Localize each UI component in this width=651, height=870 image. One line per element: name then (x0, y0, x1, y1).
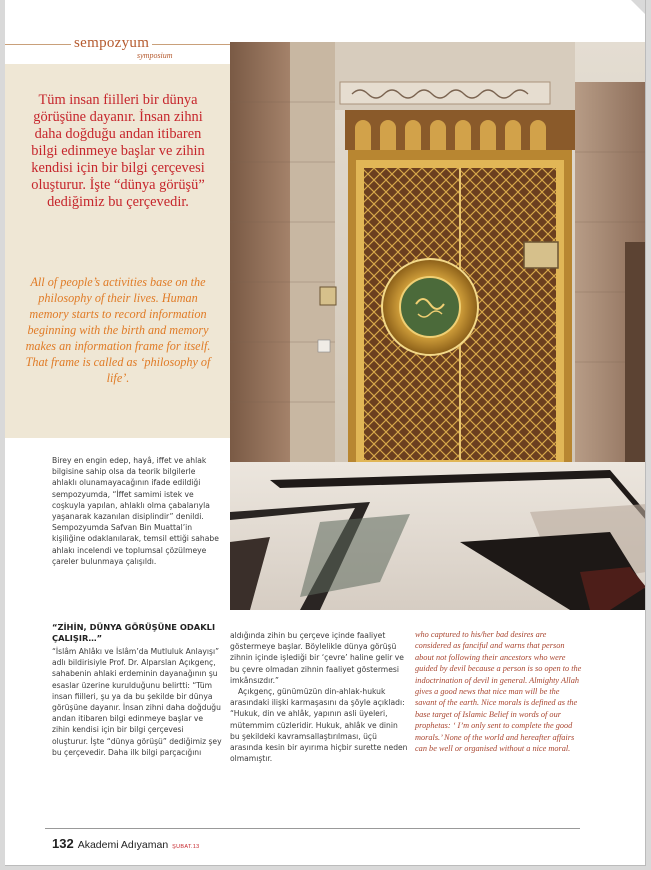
footer-rule (45, 828, 580, 829)
pull-quote-panel (5, 64, 230, 438)
magazine-name: Akademi Adıyaman (77, 839, 169, 851)
section-heading: “ZİHİN, DÜNYA GÖRÜŞÜNE ODAKLI ÇALIŞIR…” (52, 622, 216, 643)
column-3-english-text: who captured to his/her bad desires are considered as fanciful and warns that person about not following their ancestors who were guided by devil because a person is so open to the indoctrination of devil in general. Almighty Allah gives a good news that nice man will be the savant of the earth. Nice morals is defined as the base target of Islamic Belief in words of our prophetas: ‘ I’m only sent to complete the good morals.’ None of the world and hereafter affairs can be well or organised without a nice moral. (415, 630, 582, 754)
column-2 (230, 630, 408, 764)
page-number: 132 (52, 836, 74, 851)
section-title: sempozyum (71, 35, 152, 52)
intro-paragraph: Birey en engin edep, hayâ, iffet ve ahlak bilgisine sahip olsa da teorik bilgilerle ahlaklı olunamayacağının ifade edildiği sempozyumda, “İffet samimi istek ve coşkuyla yapılan, ahlaklı olma çabalarıyla yaşanarak kazanılan disiplindir” denildi. Sempozyumda Safvan Bin Muattal’in kişiliğine odaklanılarak, temsil ettiği sahabe ahlakı incelendi ve toplumsal çözülmeye çareler bulunmaya çalışıldı. (52, 456, 219, 566)
column-1-text: “İslâm Ahlâkı ve İslâm’da Mutluluk Anlayışı” adlı bildirisiyle Prof. Dr. Alparslan Açıkgenç, sahabenin ahlaki erdeminin dayanağının şu esaslar üzerine kurulduğunu belirtti: “Tüm insan fiilleri, şu ya da bu şekilde bir dünya görüşüne dayanır. İnsan zihni daha doğduğu andan itibaren bilgi edinmeye başlar ve zihin kendisi için bir bilgi çerçevesi oluşturur. İşte “dünya görüşü” dediğimiz şey bu çerçevedir. Daha ilk bilgi parçacığını (52, 647, 222, 757)
magazine-page (5, 0, 646, 866)
column-1 (52, 622, 222, 758)
column-2-text-1: aldığında zihin bu çerçeve içinde faaliyet göstermeye başlar. Böylelikle dünya görüşü zihnin içinde işlediği bir ‘çevre’ haline gelir ve bu çevre olmadan zihnin faaliyet göstermesi imkânsızdır.” (230, 631, 404, 685)
column-2-text-2: Açıkgenç, günümüzün din-ahlak-hukuk arasındaki ilişki karmaşasını da şöyle açıkladı: “Hukuk, din ve ahlâk, yapının asli üyeleri, mütemmim cüzleridir. Hukuk, ahlâk ve dinin bu şekildeki kavramsallaştırılması, üçü arasında kesin bir ayırıma hiçbir surette neden olmamıştır. (230, 687, 408, 764)
mosque-door-photo (230, 42, 646, 610)
page-corner-fold (631, 0, 645, 14)
pull-quote-turkish: Tüm insan fiilleri bir dünya görüşüne dayanır. İnsan zihni daha doğduğu andan itibaren bilgi edinmeye başlar ve zihin kendisi için bir bilgi çerçevesi oluşturur. İşte “dünya görüşü” dediğimiz bu çerçevedir. (31, 92, 205, 210)
pull-quote-english: All of people’s activities base on the philosophy of their lives. Human memory starts to record information beginning with the birth and memory makes an information frame for itself. That frame is called as ‘philosophy of life’. (25, 275, 211, 385)
issue-date: ŞUBAT.13 (172, 844, 200, 850)
footer (52, 836, 200, 851)
section-subtitle: symposium (137, 51, 173, 60)
